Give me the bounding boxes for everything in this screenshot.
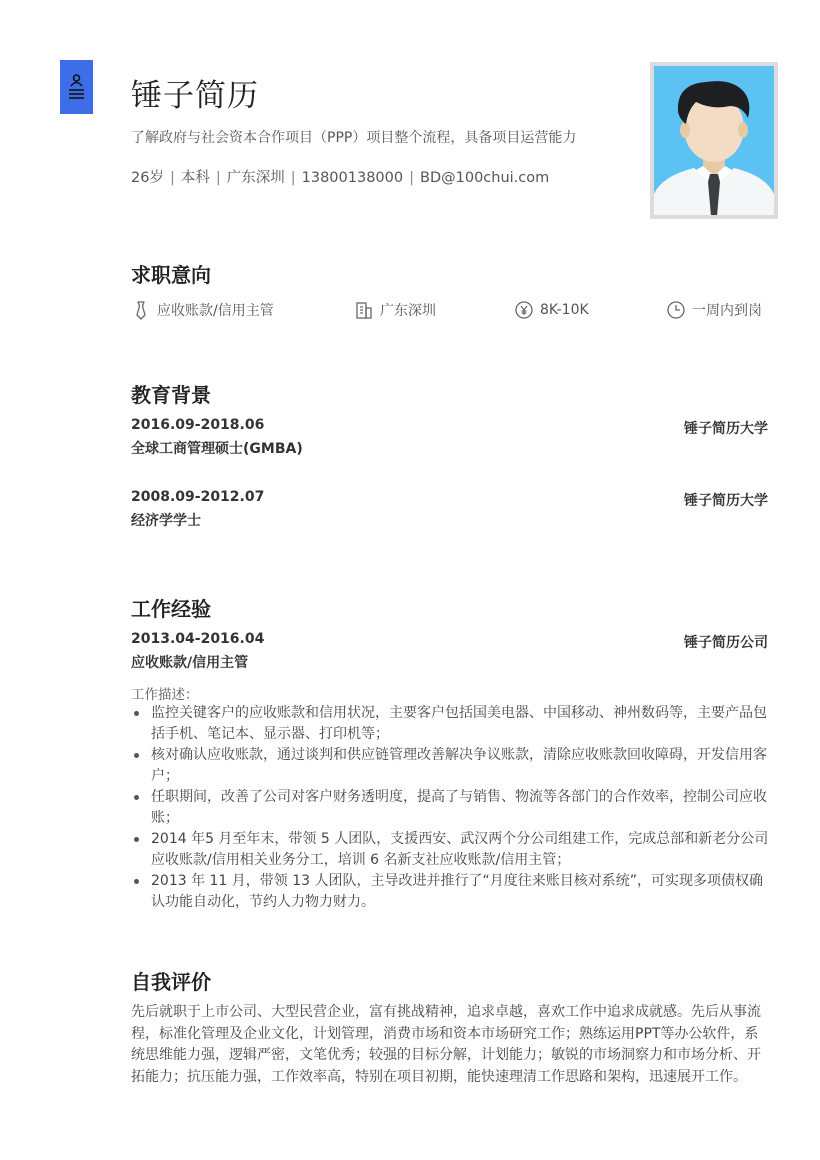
info-location: 广东深圳: [226, 170, 285, 186]
info-phone: 13800138000: [301, 170, 404, 186]
list-item: 任职期间，改善了公司对客户财务透明度，提高了与销售、物流等各部门的合作效率，控制公司应收账；: [131, 787, 771, 829]
list-item: 监控关键客户的应收账款和信用状况，主要客户包括国美电器、中国移动、神州数码等，主要产品包括手机、笔记本、显示器、打印机等；: [131, 703, 771, 745]
info-age: 26岁: [131, 170, 164, 186]
intent-city-text: 广东深圳: [380, 303, 436, 319]
avatar-illustration: [654, 66, 774, 215]
education-school: 锤子简历大学: [684, 421, 768, 437]
work-period: 2013.04-2016.04: [131, 631, 265, 647]
work-company: 锤子简历公司: [684, 635, 768, 651]
education-period: 2008.09-2012.07: [131, 489, 265, 505]
work-role: 应收账款/信用主管: [131, 655, 249, 671]
clock-icon: [666, 300, 686, 320]
list-item: 核对确认应收账款，通过谈判和供应链管理改善解决争议账款，清除应收账款回收障碍，开发信用客户；: [131, 745, 771, 787]
intent-salary: [514, 300, 589, 320]
education-degree: 全球工商管理硕士(GMBA): [131, 441, 303, 457]
section-title-intent: 求职意向: [131, 263, 211, 287]
info-education: 本科: [180, 170, 210, 186]
section-title-education: 教育背景: [131, 383, 211, 407]
person-list-icon: [67, 73, 86, 101]
education-degree: 经济学学士: [131, 513, 201, 529]
education-school: 锤子简历大学: [684, 493, 768, 509]
tie-icon: [131, 300, 151, 320]
building-icon: [354, 300, 374, 320]
self-evaluation-text: 先后就职于上市公司、大型民营企业，富有挑战精神，追求卓越，喜欢工作中追求成就感。先后从事流程，标准化管理及企业文化，计划管理，消费市场和资本市场研究工作；熟练运用PPT等办公软件，系统思维能力强，逻辑严密，文笔优秀；较强的目标分解，计划能力；敏锐的市场洞察力和市场分析、开拓能力；抗压能力强，工作效率高，特别在项目初期，能快速理清工作思路和架构，迅速展开工作。: [131, 1004, 761, 1085]
resume-name: 锤子简历: [131, 78, 259, 114]
list-item: 2014 年5 月至年末，带领 5 人团队，支援西安、武汉两个分公司组建工作，完成总部和新老分公司应收账款/信用相关业务分工，培训 6 名新支社应收账款/信用主管；: [131, 829, 771, 871]
info-email: BD@100chui.com: [420, 170, 550, 186]
work-description-label: 工作描述：: [131, 687, 199, 703]
list-item: 2013 年 11 月，带领 13 人团队，主导改进并推行了“月度往来账目核对系统”，可实现多项债权确认功能自动化，节约人力物力财力。: [131, 871, 771, 913]
intent-position: [131, 300, 274, 320]
section-title-work: 工作经验: [131, 597, 211, 621]
avatar: [650, 62, 778, 219]
yen-icon: [514, 300, 534, 320]
personal-info: 26岁 | 本科 | 广东深圳 | 13800138000 | BD@100chui.com: [131, 170, 550, 186]
resume-badge: [60, 60, 93, 114]
section-title-self: 自我评价: [131, 970, 211, 994]
education-period: 2016.09-2018.06: [131, 417, 265, 433]
intent-availability: [666, 300, 762, 320]
resume-subtitle: 了解政府与社会资本合作项目（PPP）项目整个流程，具备项目运营能力: [131, 130, 577, 146]
intent-city: [354, 300, 436, 320]
intent-availability-text: 一周内到岗: [692, 303, 762, 319]
intent-salary-text: 8K-10K: [540, 302, 589, 318]
work-description-list: [131, 703, 771, 913]
intent-position-text: 应收账款/信用主管: [157, 303, 274, 319]
